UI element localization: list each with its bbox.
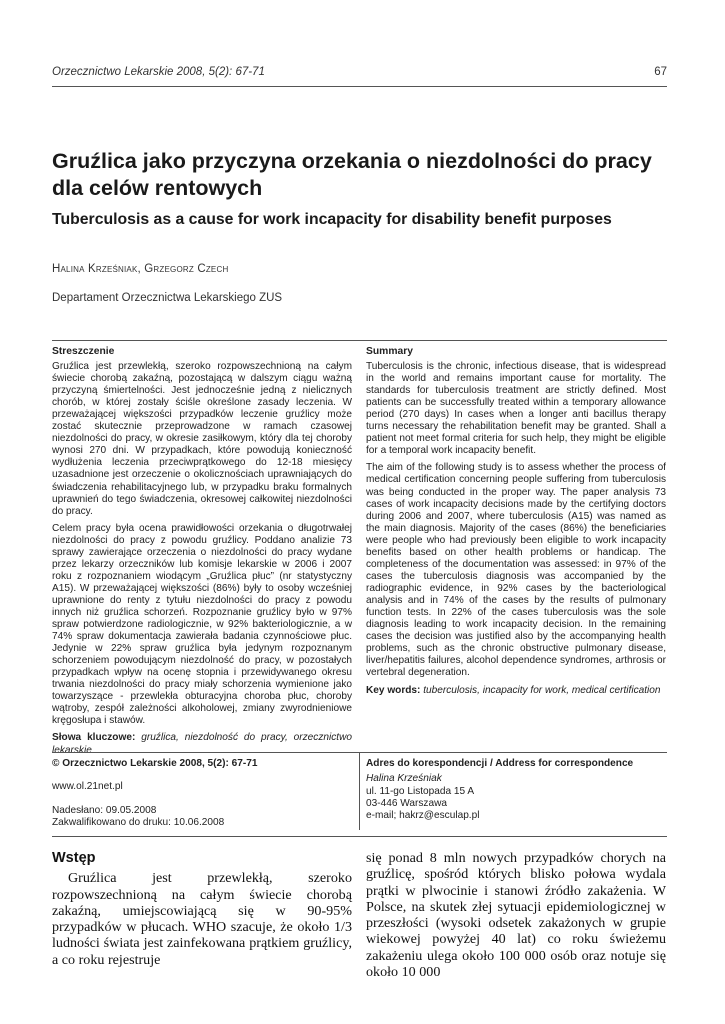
title-polish: Gruźlica jako przyczyna orzekania o niezdolności do pracy dla celów rentowych — [52, 149, 652, 200]
body-paragraph: się ponad 8 mln nowych przypadków chorych na gruźlicę, spośród których blisko połowa wydala prątki w plwocinie i stanowi źródło zakażenia. W Polsce, na skutek złej sytuacji epidemiologicznej w przeszłości (wysoki odsetek zakażonych w grupie wiekowej powyżej 40 lat) co roku świeżemu zakażeniu ulega około 100 000 osób oraz notuje się około 10 000 — [366, 850, 666, 981]
info-right — [366, 758, 666, 822]
abstract-english-paragraph: The aim of the following study is to assess whether the process of medical certification concerning people suffering from tuberculosis was being conducted in the proper way. The paper analysis 73 cases of work incapacity decisions made by the certifying doctors during 2006 and 2007, where tuberculosis (A15) was named as the main diagnosis. Majority of the cases (86%) the beneficiaries were people who had previously been eligible to work incapacity benefits based on other health problems or handicap. The completeness of the documentation was assessed: in 97% of the cases the tuberculosis diagnosis was accompanied by the radiographic evidence, in 92% cases by the bacteriological analysis and in 74% of the cases by the results of pulmonary function tests. In 22% of the cases tuberculosis was the sole diagnosis leading to work incapacity decision. In the remaining cases the decision was justified also by the accompanying health problems, such as the chronic obstructive pulmonary disease, liver/hepatitis failures, alcohol dependence syndromes, arthrosis or vertebral degeneration. — [366, 462, 666, 679]
correspondence-email: e-mail; hakrz@esculap.pl — [366, 810, 480, 822]
abstract-english-heading: Summary — [366, 346, 413, 357]
correspondence-name: Halina Krześniak — [366, 773, 442, 785]
body-top-rule — [52, 836, 667, 837]
info-left — [52, 758, 352, 829]
abstract-english — [366, 346, 666, 702]
copyright-line: © Orzecznictwo Lekarskie 2008, 5(2): 67-71 — [52, 758, 258, 769]
body-left-column — [52, 850, 352, 968]
abstract-top-rule — [52, 340, 667, 341]
correspondence-heading: Adres do korespondencji / Address for correspondence — [366, 758, 634, 769]
correspondence-street: ul. 11-go Listopada 15 A — [366, 785, 475, 797]
authors: Halina Krześniak, Grzegorz Czech — [52, 263, 229, 275]
accepted-date: Zakwalifikowano do druku: 10.06.2008 — [52, 816, 225, 828]
header-rule — [52, 86, 667, 87]
keywords-english-label: Key words: — [366, 685, 421, 697]
abstract-polish-paragraph: Celem pracy była ocena prawidłowości orzekania o długotrwałej niezdolności do pracy z powodu gruźlicy. Poddano analizie 73 sprawy zawierające orzeczenia o niezdolności do pracy wydane przez lekarzy orzeczników lub komisje lekarskie w 2006 i 2007 roku z rozpoznaniem wiodącym „Gruźlica płuc” (nr statystyczny A15). W przeważającej większości (86%) były to osoby wcześniej uprawnione do renty z tytułu niezdolności do pracy z powodu innych niż gruźlica schorzeń. Rozpoznanie gruźlicy było w 97% spraw potwierdzone radiologicznie, w 92% bakteriologicznie, a w 74% spraw dokumentacja zawierała badania czynnościowe płuc. Jedynie w 22% spraw gruźlica była jedynym rozpoznanym schorzeniem powodującym niezdolność do pracy, w pozostałych przypadkach wpływ na ocenę stopnia i przewidywanego okresu trwania niezdolności do pracy miały schorzenia wymienione jako towarzyszące - przewlekła obturacyjna choroba płuc, choroby wątroby, zespół zależności alkoholowej, zmiany zwyrodnieniowe kręgosłupa i stawów. — [52, 522, 352, 727]
section-heading: Wstęp — [52, 850, 96, 866]
keywords-english — [366, 685, 666, 697]
abstract-polish — [52, 346, 352, 762]
keywords-polish-text: gruźlica, niezdolność do pracy, orzecznictwo lekarskie — [52, 732, 352, 756]
page-number: 67 — [654, 66, 667, 78]
abstract-english-paragraph: Tuberculosis is the chronic, infectious disease, that is widespread in the world and remains important cause for mortality. The standards for tuberculosis treatment are strictly defined. Most patients can be successfully treated within a temporary allowance period (270 days) In cases when a longer anti bacillus therapy turns necessary the rehabilitation benefit may be granted. Shall a patient not meet formal criteria for such help, they might be eligible for a temporal work incapacity benefit. — [366, 361, 666, 457]
keywords-english-text: tuberculosis, incapacity for work, medical certification — [423, 685, 661, 697]
info-divider — [359, 752, 360, 830]
correspondence-city: 03-446 Warszawa — [366, 797, 447, 809]
received-date: Nadesłano: 09.05.2008 — [52, 804, 157, 816]
abstract-polish-heading: Streszczenie — [52, 346, 115, 357]
keywords-polish-label: Słowa kluczowe: — [52, 732, 136, 744]
journal-url: www.ol.21net.pl — [52, 781, 123, 793]
title-english: Tuberculosis as a cause for work incapacity for disability benefit purposes — [52, 211, 612, 228]
affiliation: Departament Orzecznictwa Lekarskiego ZUS — [52, 292, 283, 304]
body-paragraph: Gruźlica jest przewlekłą, szeroko rozpowszechnioną na całym świecie chorobą zakaźną, umiejscowiającą się w 90-95% przypadków w płucach. WHO szacuje, że około 1/3 ludności świata jest zainfekowana prątkiem gruźlicy, a co roku rejestruje — [52, 870, 352, 968]
abstract-polish-paragraph: Gruźlica jest przewlekłą, szeroko rozpowszechnioną na całym świecie chorobą zakaźną, pozostającą w dalszym ciągu ważną przyczyną śmiertelności. Jest jednocześnie jedną z nielicznych chorób, w której zostały ściśle określone zasady leczenia. W przeważającej większości przypadków leczenie gruźlicy może zostać skutecznie przeprowadzone w ramach czasowej niezdolności do pracy, w okresie zasiłkowym, który dla tej choroby wynosi 270 dni. W przypadkach, które powodują konieczność wydłużenia leczenia przeciwprątkowego do 12-18 miesięcy uzasadnione jest orzeczenie o okolicznościach uprawniających do świadczenia rehabilitacyjnego lub, w przypadku braku formalnych uprawnień do tego świadczenia, okresowej całkowitej niezdolności do pracy. — [52, 361, 352, 517]
body-right-column — [366, 850, 666, 980]
journal-header: Orzecznictwo Lekarskie 2008, 5(2): 67-71 — [52, 66, 265, 78]
